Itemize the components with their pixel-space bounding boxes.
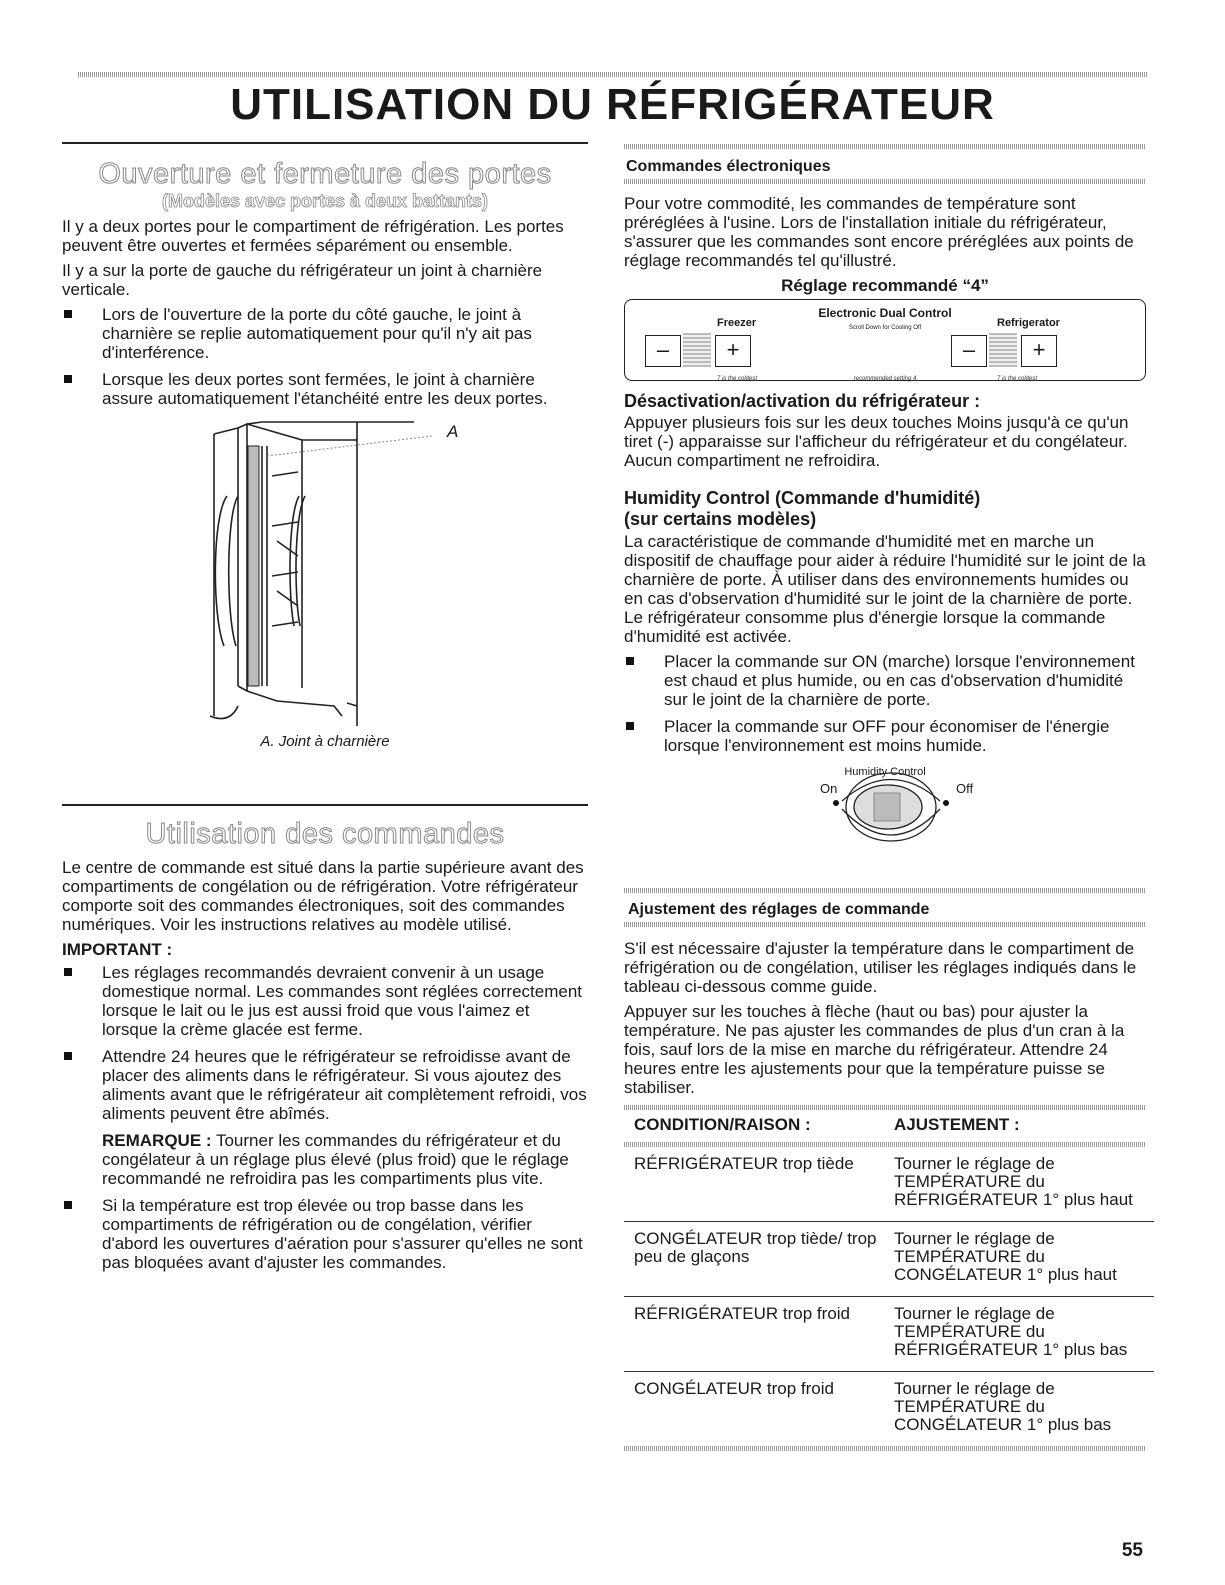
- left-column: [62, 158, 588, 751]
- refrigerator-plus-button[interactable]: +: [1021, 335, 1057, 367]
- left-column-controls: [62, 818, 588, 1280]
- heading-humidity-2: (sur certains modèles): [624, 509, 817, 529]
- table-cell: Tourner le réglage de TEMPÉRATURE du RÉFRIGÉRATEUR 1° plus bas: [884, 1297, 1154, 1372]
- scroll-note: Scroll Down for Cooling Off: [848, 325, 922, 331]
- refrigerator-minus-button[interactable]: –: [951, 335, 987, 367]
- figure-caption: A. Joint à charnière: [260, 733, 390, 750]
- coldest-note-refrigerator: 7 is the coldest: [997, 376, 1038, 382]
- table-header-rule: [624, 1142, 1146, 1147]
- top-rule: [78, 72, 1148, 77]
- dial-off-label: Off: [956, 781, 974, 796]
- dial-on-label: On: [820, 781, 838, 796]
- fridge-hinge-figure: [62, 416, 588, 726]
- right-column: [624, 157, 1146, 855]
- table-row: [624, 1147, 1154, 1222]
- paragraph: Appuyer plusieurs fois sur les deux touches Moins jusqu'à ce qu'un tiret (-) apparaisse sur l'afficheur du réfrigérateur et du congélateur. Aucun compartiment ne refroidira.: [624, 413, 1129, 470]
- panel-title: Electronic Dual Control: [818, 306, 952, 320]
- heading-rule: [624, 179, 1146, 184]
- table-cell: Tourner le réglage de TEMPÉRATURE du RÉFRIGÉRATEUR 1° plus haut: [884, 1147, 1154, 1222]
- table-row: [624, 1222, 1154, 1297]
- list-item: Lors de l'ouverture de la porte du côté gauche, le joint à charnière se replie automatiquement pour qu'il n'y ait pas d'interférence.: [62, 305, 588, 362]
- left-section-rule: [62, 804, 588, 806]
- heading-adjust: Ajustement des réglages de commande: [628, 901, 930, 918]
- freezer-plus-button[interactable]: +: [715, 335, 751, 367]
- list-item: Lorsque les deux portes sont fermées, le joint à charnière assure automatiquement l'étanchéité entre les deux portes.: [62, 370, 588, 408]
- heading-humidity-1: Humidity Control (Commande d'humidité): [624, 488, 981, 508]
- bullet-list: [62, 305, 588, 408]
- freezer-minus-button[interactable]: –: [645, 335, 681, 367]
- table-row: [624, 1297, 1154, 1372]
- heading-electronic-controls: Commandes électroniques: [626, 158, 831, 175]
- paragraph: Pour votre commodité, les commandes de température sont préréglées à l'usine. Lors de l'installation initiale du réfrigérateur, s'assurer que les commandes sont encore préréglées aux points de réglage recommandés tel qu'illustré.: [624, 194, 1134, 270]
- table-top-rule: [624, 1105, 1146, 1110]
- right-rule: [624, 144, 1146, 149]
- section-title-controls: Utilisation des commandes: [145, 818, 505, 850]
- freezer-display: [683, 333, 711, 367]
- paragraph: Appuyer sur les touches à flèche (haut ou bas) pour ajuster la température. Ne pas ajuster les commandes de plus d'un cran à la fois, sauf lors de la mise en marche du réfrigérateur. Attendre 24 heures entre les ajustements pour que la température puisse se stabiliser.: [624, 1002, 1125, 1097]
- remark-label: REMARQUE :: [102, 1131, 212, 1150]
- adjustment-table: [624, 1110, 1154, 1446]
- list-item-text: Attendre 24 heures que le réfrigérateur se refroidisse avant de placer des aliments dans le réfrigérateur. Si vous ajoutez des aliments avant que le réfrigérateur ait complètement refroidi, vos aliments peuvent être abîmés.: [102, 1047, 587, 1123]
- list-item: Si la température est trop élevée ou trop basse dans les compartiments de réfrigération ou de congélation, vérifier d'abord les ouvertures d'aération pour s'assurer qu'elles ne sont pas bloquées avant d'ajuster les commandes.: [62, 1196, 588, 1272]
- recommended-note: recommended setting 4: [853, 376, 917, 382]
- table-header: AJUSTEMENT :: [894, 1115, 1020, 1134]
- section-title-doors: Ouverture et fermeture des portes: [98, 158, 552, 190]
- table-header: CONDITION/RAISON :: [634, 1115, 811, 1134]
- remark: [102, 1131, 588, 1188]
- right-column-adjust: [624, 900, 1146, 1451]
- refrigerator-label: Refrigerator: [997, 317, 1060, 329]
- table-cell: CONGÉLATEUR trop froid: [634, 1379, 834, 1398]
- paragraph: Le centre de commande est situé dans la partie supérieure avant des compartiments de congélation ou de réfrigération. Votre réfrigérateur comporte soit des commandes électroniques, soit des commandes numériques. Voir les instructions relatives au modèle utilisé.: [62, 858, 584, 934]
- paragraph: S'il est nécessaire d'ajuster la température dans le compartiment de réfrigération ou de congélation, utiliser les réglages indiqués dans le tableau ci-dessous comme guide.: [624, 939, 1137, 996]
- table-header-row: [624, 1110, 1154, 1142]
- table-cell: RÉFRIGÉRATEUR trop froid: [624, 1297, 884, 1372]
- recommended-setting: Réglage recommandé “4”: [781, 276, 989, 295]
- adjust-rule: [624, 888, 1146, 893]
- freezer-label: Freezer: [717, 317, 757, 329]
- list-item: [62, 1047, 588, 1188]
- section-subtitle-doors: (Modèles avec portes à deux battants): [161, 191, 489, 211]
- bullet-list: [624, 652, 1146, 755]
- table-cell: Tourner le réglage de TEMPÉRATURE du CONGÉLATEUR 1° plus bas: [894, 1379, 1112, 1434]
- coldest-note-freezer: 7 is the coldest: [717, 376, 758, 382]
- important-label: IMPORTANT :: [62, 940, 173, 959]
- refrigerator-display: [989, 333, 1017, 367]
- list-item: Placer la commande sur OFF pour économiser de l'énergie lorsque l'environnement est moins humide.: [624, 717, 1146, 755]
- table-cell: RÉFRIGÉRATEUR trop tiède: [624, 1147, 884, 1222]
- table-cell: CONGÉLATEUR trop tiède/ trop peu de glaçons: [624, 1222, 884, 1297]
- remark-text: Tourner les commandes du réfrigérateur et du congélateur à un réglage plus élevé (plus froid) que le réglage recommandé ne refroidira pas les compartiments plus vite.: [102, 1131, 569, 1188]
- paragraph: La caractéristique de commande d'humidité met en marche un dispositif de chauffage pour aider à réduire l'humidité sur le joint de la charnière de porte. À utiliser dans des environnements humides ou en cas d'observation d'humidité sur le joint de la charnière de porte. Le réfrigérateur consomme plus d'énergie lorsque la commande d'humidité est activée.: [624, 532, 1146, 646]
- table-cell: Tourner le réglage de TEMPÉRATURE du CONGÉLATEUR 1° plus haut: [884, 1222, 1154, 1297]
- page-number: 55: [1121, 1540, 1143, 1561]
- list-item: Les réglages recommandés devraient convenir à un usage domestique normal. Les commandes sont réglées correctement lorsque le lait ou le jus est aussi froid que vous l'aimez et lorsque la crème glacée est ferme.: [62, 963, 588, 1039]
- bullet-list: [62, 963, 588, 1272]
- dial-graphic[interactable]: [624, 763, 1146, 855]
- list-item: Placer la commande sur ON (marche) lorsque l'environnement est chaud et plus humide, ou en cas d'observation d'humidité sur le joint de la charnière de porte.: [624, 652, 1146, 709]
- left-title-rule: [62, 142, 588, 144]
- electronic-dual-control-panel: [624, 299, 1146, 381]
- heading-rule: [624, 922, 1146, 927]
- paragraph: Il y a sur la porte de gauche du réfrigérateur un joint à charnière verticale.: [62, 261, 543, 299]
- page-title: UTILISATION DU RÉFRIGÉRATEUR: [230, 80, 995, 129]
- dial-title: Humidity Control: [844, 766, 926, 778]
- fridge-door-illustration: [62, 416, 588, 726]
- humidity-control-dial: [624, 763, 1146, 855]
- paragraph: Il y a deux portes pour le compartiment de réfrigération. Les portes peuvent être ouvertes et fermées séparément ou ensemble.: [62, 217, 564, 255]
- figure-label-a: A: [447, 422, 459, 441]
- table-bottom-rule: [624, 1446, 1146, 1451]
- table-row: [624, 1372, 1154, 1447]
- heading-deactivation: Désactivation/activation du réfrigérateur :: [624, 391, 981, 411]
